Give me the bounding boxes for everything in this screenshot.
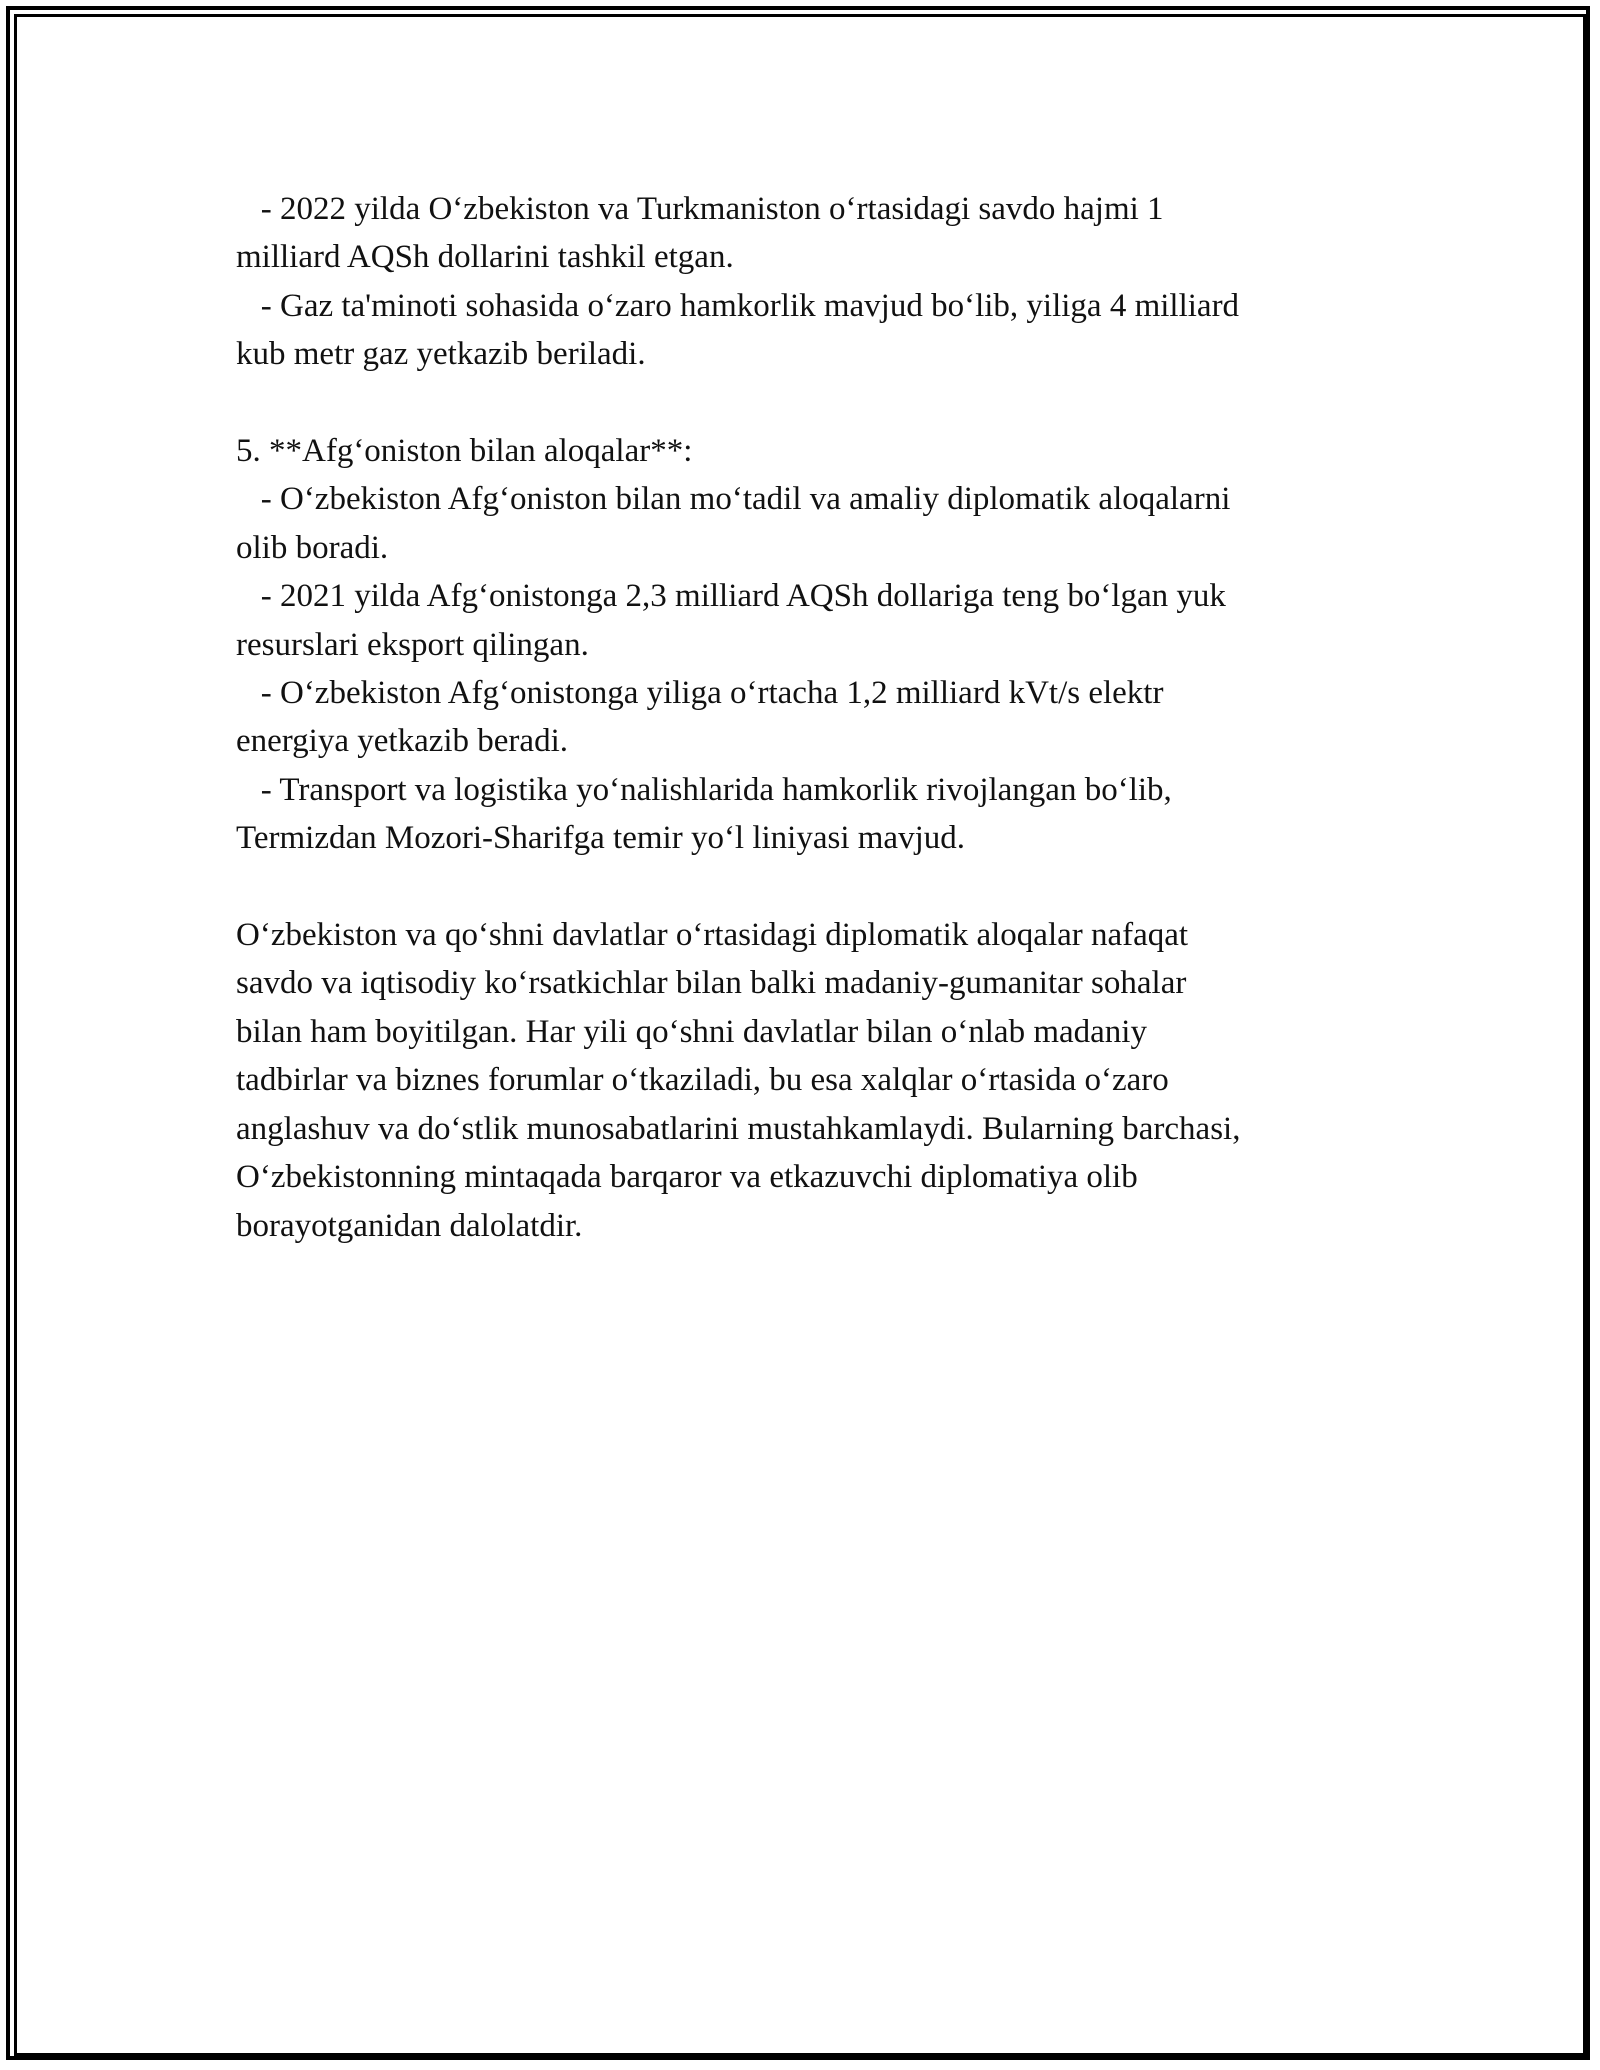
text-line: - 2021 yilda Afg‘onistonga 2,3 milliard AQSh dollariga teng bo‘lgan yuk xyxy=(236,578,1226,615)
text-line: milliard AQSh dollarini tashkil etgan. xyxy=(236,239,734,276)
text-line: bilan ham boyitilgan. Har yili qo‘shni davlatlar bilan o‘nlab madaniy xyxy=(236,1013,1147,1050)
text-line: - Gaz ta'minoti sohasida o‘zaro hamkorlik mavjud bo‘lib, yiliga 4 milliard xyxy=(236,287,1240,324)
text-line: resurslari eksport qilingan. xyxy=(236,626,589,663)
turkmenistan-section xyxy=(236,185,1376,379)
text-line: borayotganidan dalolatdir. xyxy=(236,1207,583,1244)
text-line: energiya yetkazib beradi. xyxy=(236,723,568,760)
afghanistan-section xyxy=(236,427,1376,863)
text-line: - 2022 yilda O‘zbekiston va Turkmaniston o‘rtasidagi savdo hajmi 1 xyxy=(236,191,1164,227)
paragraph-gap xyxy=(236,379,1376,427)
text-line: olib boradi. xyxy=(236,529,389,566)
text-line: kub metr gaz yetkazib beriladi. xyxy=(236,336,646,373)
conclusion-paragraph xyxy=(236,911,1376,1250)
text-line: savdo va iqtisodiy ko‘rsatkichlar bilan balki madaniy-gumanitar sohalar xyxy=(236,965,1187,1002)
text-line: Termizdan Mozori-Sharifga temir yo‘l liniyasi mavjud. xyxy=(236,820,965,857)
text-line: tadbirlar va biznes forumlar o‘tkaziladi, bu esa xalqlar o‘rtasida o‘zaro xyxy=(236,1062,1169,1099)
text-line: - O‘zbekiston Afg‘oniston bilan mo‘tadil va amaliy diplomatik aloqalarni xyxy=(236,481,1231,518)
section-heading: 5. **Afg‘oniston bilan aloqalar**: xyxy=(236,433,693,470)
text-line: O‘zbekiston va qo‘shni davlatlar o‘rtasidagi diplomatik aloqalar nafaqat xyxy=(236,917,1189,954)
text-line: anglashuv va do‘stlik munosabatlarini mustahkamlaydi. Bularning barchasi, xyxy=(236,1110,1241,1147)
document-body xyxy=(236,185,1376,1250)
text-line: - O‘zbekiston Afg‘onistonga yiliga o‘rtacha 1,2 milliard kVt/s elektr xyxy=(236,675,1164,712)
paragraph-gap xyxy=(236,863,1376,911)
text-line: - Transport va logistika yo‘nalishlarida hamkorlik rivojlangan bo‘lib, xyxy=(236,771,1172,808)
text-line: O‘zbekistonning mintaqada barqaror va etkazuvchi diplomatiya olib xyxy=(236,1159,1138,1196)
